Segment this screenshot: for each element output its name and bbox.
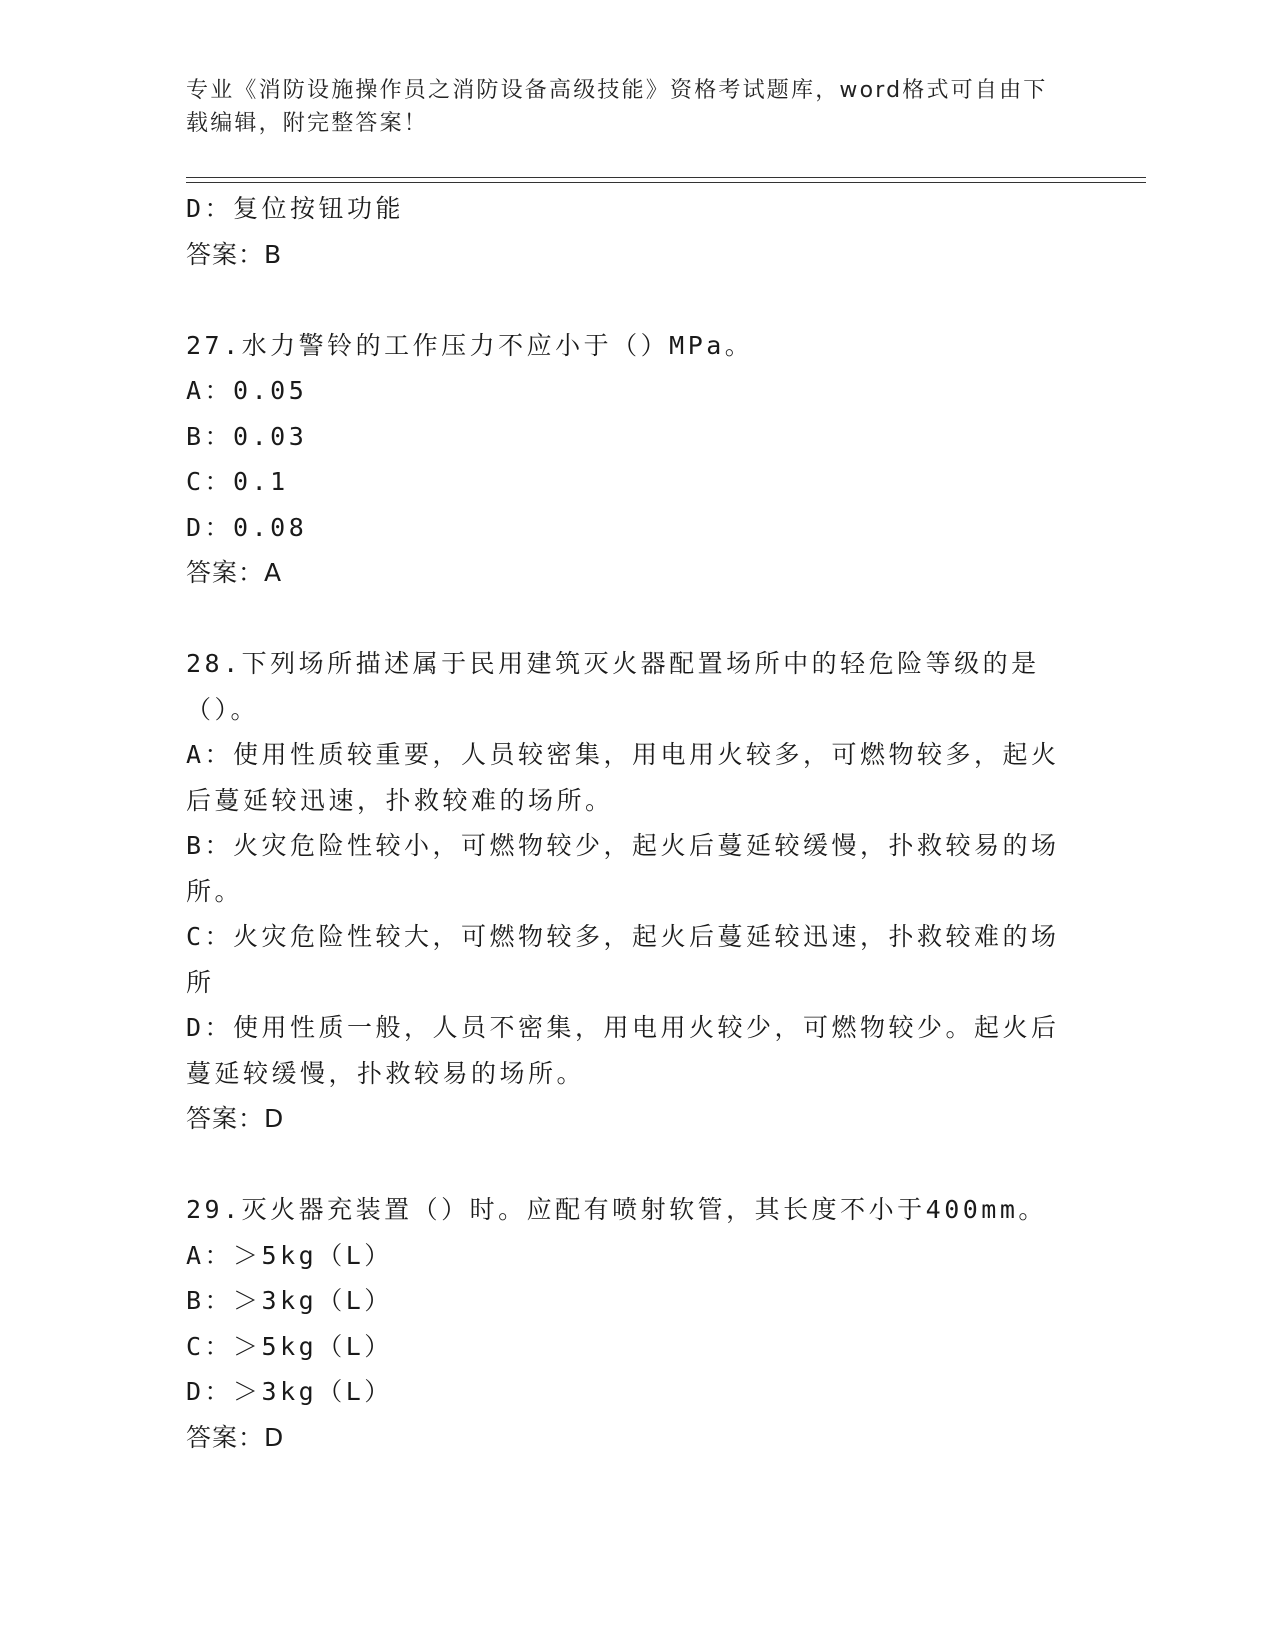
header-divider-top <box>186 177 1146 178</box>
option-d: D：＞3kg（L） <box>186 1377 393 1406</box>
spacer <box>186 1142 1076 1188</box>
answer-line: 答案：D <box>186 1104 285 1133</box>
question-stem: 27.水力警铃的工作压力不应小于（）MPa。 <box>186 330 754 360</box>
option-d: D：0.08 <box>186 512 308 542</box>
header-divider-bottom <box>186 182 1146 183</box>
previous-question-tail <box>186 186 1076 277</box>
option-a: A：＞5kg（L） <box>186 1240 393 1270</box>
spacer <box>186 596 1076 642</box>
document-header: 专业《消防设施操作员之消防设备高级技能》资格考试题库，word格式可自由下载编辑，附完整答案！ <box>186 78 1048 136</box>
option-c: C：火灾危险性较大，可燃物较多，起火后蔓延较迅速，扑救较难的场所 <box>186 922 1060 997</box>
option-a: A：使用性质较重要，人员较密集，用电用火较多，可燃物较多，起火后蔓延较迅速，扑救较难的场所。 <box>186 740 1060 815</box>
option-c: C：0.1 <box>186 467 289 496</box>
answer-line: 答案：A <box>186 558 283 587</box>
option-a: A：0.05 <box>186 376 308 405</box>
option-b: B：＞3kg（L） <box>186 1286 393 1315</box>
question-list <box>186 186 1076 1460</box>
question-29 <box>186 1187 1076 1460</box>
option-b: B：0.03 <box>186 421 308 451</box>
option-d: D：使用性质一般，人员不密集，用电用火较少，可燃物较少。起火后蔓延较缓慢，扑救较易的场所。 <box>186 1013 1060 1088</box>
answer-line: 答案：B <box>186 239 283 269</box>
question-28 <box>186 641 1076 1142</box>
answer-line: 答案：D <box>186 1422 285 1452</box>
question-stem: 29.灭火器充装置（）时。应配有喷射软管，其长度不小于400mm。 <box>186 1195 1047 1224</box>
question-27 <box>186 323 1076 596</box>
spacer <box>186 277 1076 323</box>
option-d: D：复位按钮功能 <box>186 194 405 223</box>
option-b: B：火灾危险性较小，可燃物较少，起火后蔓延较缓慢，扑救较易的场所。 <box>186 831 1060 906</box>
option-c: C：＞5kg（L） <box>186 1331 393 1361</box>
question-stem: 28.下列场所描述属于民用建筑灭火器配置场所中的轻危险等级的是（）。 <box>186 649 1040 724</box>
